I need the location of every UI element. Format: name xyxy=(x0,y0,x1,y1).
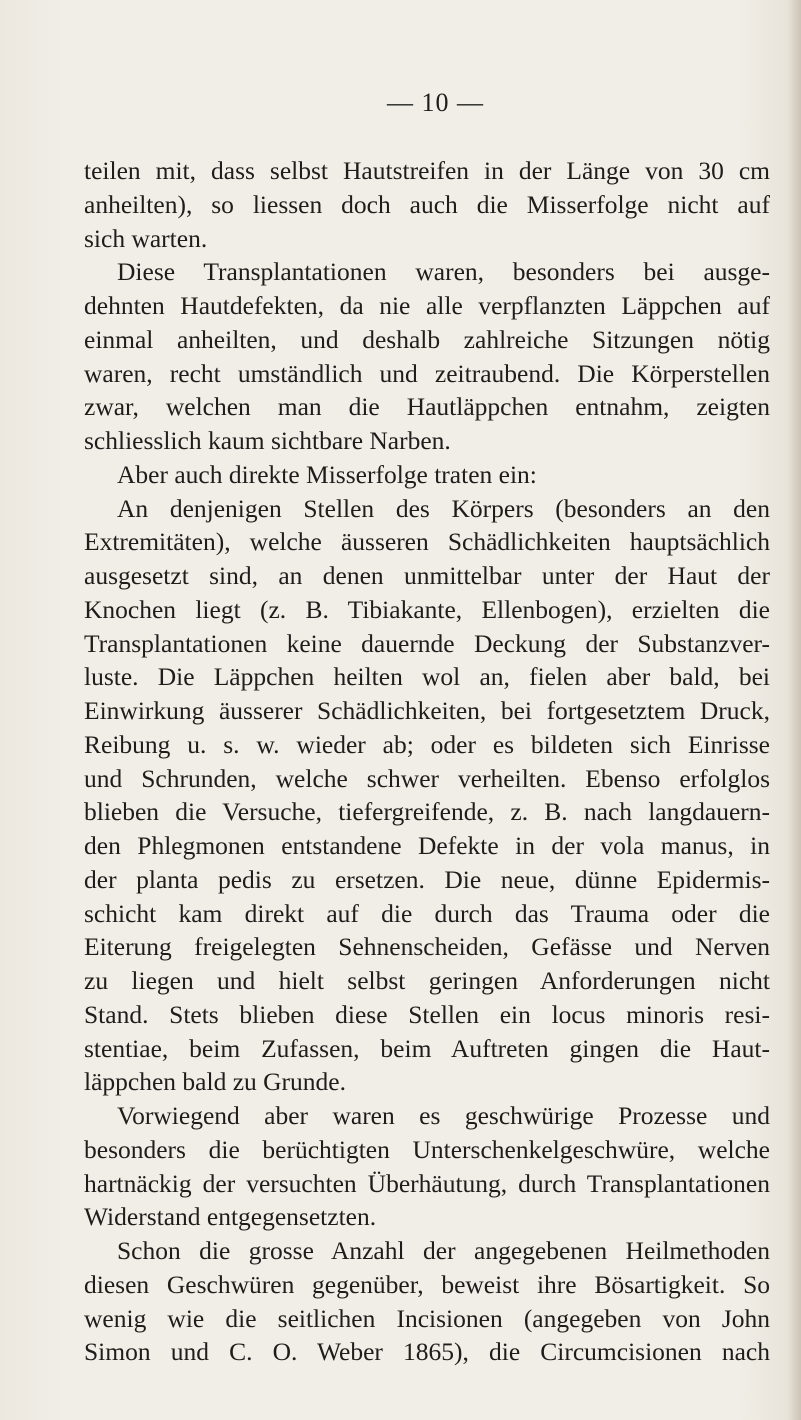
text-line: dehnten Hautdefekten, da nie alle verpflanzten Läppchen auf xyxy=(84,291,770,320)
text-line: Stand. Stets blieben diese Stellen ein locus minoris resi- xyxy=(84,999,770,1029)
text-line: Diese Transplantationen waren, besonders bei ausge- xyxy=(117,257,770,287)
text-line: Schon die grosse Anzahl der angegebenen Heilmethoden xyxy=(117,1236,770,1265)
text-line: anheilten), so liessen doch auch die Misserfolge nicht auf xyxy=(84,189,770,219)
text-line: diesen Geschwüren gegenüber, beweist ihre Bösartigkeit. So xyxy=(84,1269,770,1299)
body-text xyxy=(84,154,770,1369)
text-line: Widerstand entgegensetzten. xyxy=(84,1202,377,1232)
text-line: schliesslich kaum sichtbare Narben. xyxy=(84,426,451,455)
page-number: — 10 — xyxy=(387,88,484,117)
text-line: der planta pedis zu ersetzen. Die neue, dünne Epidermis- xyxy=(84,864,770,894)
text-line: besonders die berüchtigten Unterschenkelgeschwüre, welche xyxy=(84,1134,770,1164)
text-line: Aber auch direkte Misserfolge traten ein: xyxy=(117,459,537,489)
text-line: blieben die Versuche, tiefergreifende, z. B. nach langdauern- xyxy=(84,797,770,827)
text-line: Simon und C. O. Weber 1865), die Circumcisionen nach xyxy=(84,1337,770,1367)
text-line: Einwirkung äusserer Schädlichkeiten, bei fortgesetztem Druck, xyxy=(84,696,770,725)
text-line: Extremitäten), welche äusseren Schädlichkeiten hauptsächlich xyxy=(84,527,770,557)
page-edge-shadow xyxy=(787,0,801,1420)
text-line: wenig wie die seitlichen Incisionen (angegeben von John xyxy=(84,1303,770,1333)
text-line: einmal anheilten, und deshalb zahlreiche Sitzungen nötig xyxy=(84,324,770,354)
text-line: sich warten. xyxy=(84,223,208,253)
text-line: Vorwiegend aber waren es geschwürige Prozesse und xyxy=(117,1101,770,1130)
text-line: Eiterung freigelegten Sehnenscheiden, Gefässe und Nerven xyxy=(84,932,770,962)
text-line: Reibung u. s. w. wieder ab; oder es bildeten sich Einrisse xyxy=(84,729,770,759)
text-line: stentiae, beim Zufassen, beim Auftreten gingen die Haut- xyxy=(84,1033,770,1063)
text-line: luste. Die Läppchen heilten wol an, fielen aber bald, bei xyxy=(84,662,770,692)
text-line: zu liegen und hielt selbst geringen Anforderungen nicht xyxy=(84,966,770,995)
text-line: Knochen liegt (z. B. Tibiakante, Ellenbogen), erzielten die xyxy=(84,594,770,624)
text-line: Transplantationen keine dauernde Deckung der Substanzver- xyxy=(84,628,770,658)
text-line: waren, recht umständlich und zeitraubend. Die Körperstellen xyxy=(84,358,770,388)
text-line: läppchen bald zu Grunde. xyxy=(84,1067,346,1097)
text-line: schicht kam direkt auf die durch das Trauma oder die xyxy=(84,898,770,928)
text-line: und Schrunden, welche schwer verheilten. Ebenso erfolglos xyxy=(84,763,770,793)
text-line: hartnäckig der versuchten Überhäutung, durch Transplantationen xyxy=(84,1168,770,1198)
text-line: An denjenigen Stellen des Körpers (besonders an den xyxy=(117,493,770,523)
text-line: den Phlegmonen entstandene Defekte in der vola manus, in xyxy=(84,831,770,860)
text-line: ausgesetzt sind, an denen unmittelbar unter der Haut der xyxy=(84,561,770,590)
text-line: zwar, welchen man die Hautläppchen entnahm, zeigten xyxy=(84,392,770,422)
text-line: teilen mit, dass selbst Hautstreifen in der Länge von 30 cm xyxy=(84,156,770,185)
